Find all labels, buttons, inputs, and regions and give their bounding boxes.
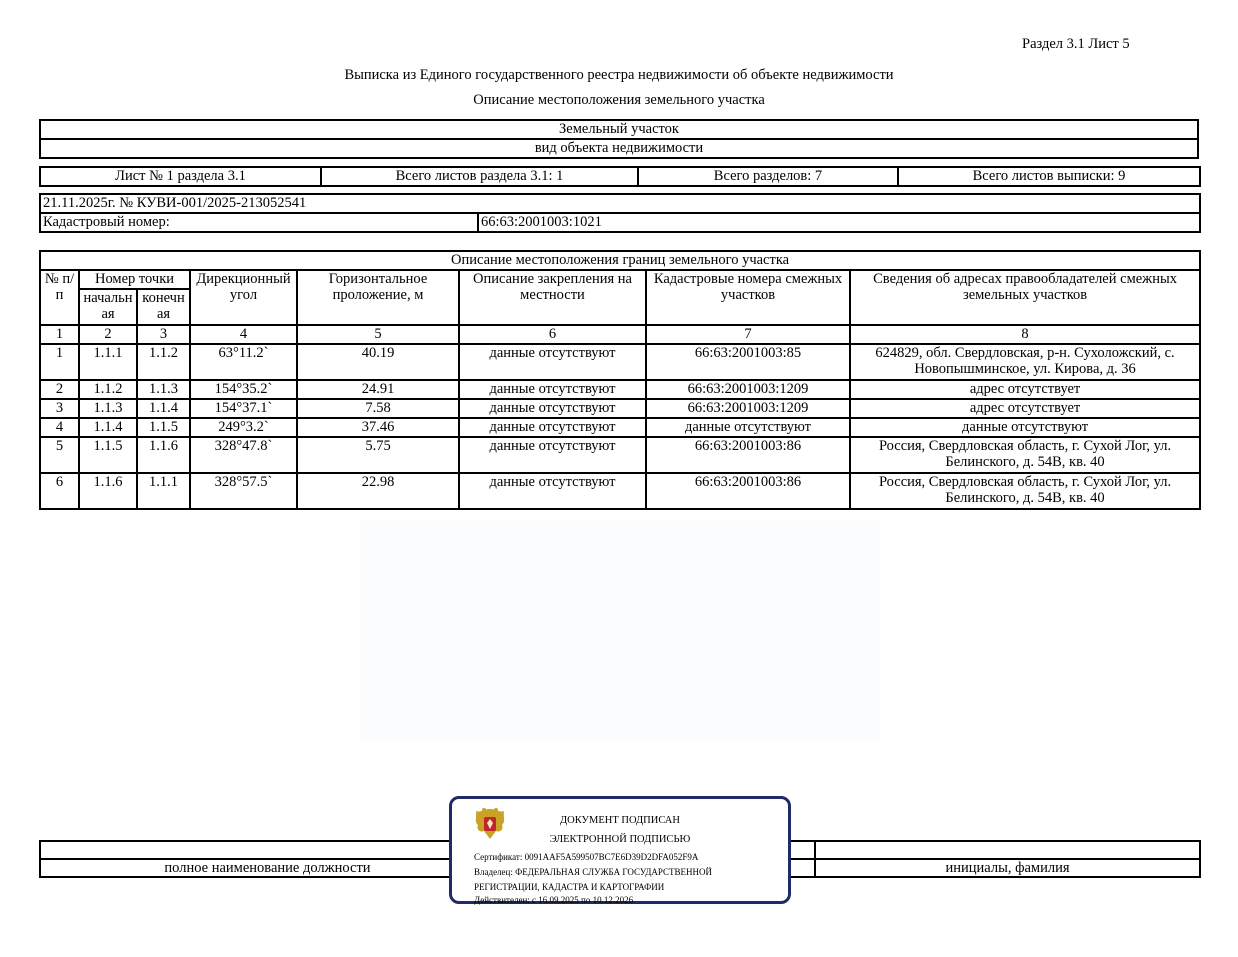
sheet-number: Лист № 1 раздела 3.1 — [40, 167, 321, 186]
document-subtitle: Описание местоположения земельного участка — [473, 92, 765, 108]
cell-length: 7.58 — [297, 399, 459, 418]
cell-fixing: данные отсутствуют — [459, 418, 646, 437]
column-number: 1 — [40, 325, 79, 344]
cell-length: 24.91 — [297, 380, 459, 399]
e-signature-stamp — [449, 796, 791, 904]
cell-from: 1.1.4 — [79, 418, 137, 437]
cell-adjacent: 66:63:2001003:1209 — [646, 380, 850, 399]
position-field — [40, 841, 495, 859]
cell-address: 624829, обл. Свердловская, р-н. Сухоложский, с. Новопышминское, ул. Кирова, д. 36 — [850, 344, 1200, 380]
boundaries-title: Описание местоположения границ земельного участка — [40, 251, 1200, 270]
table-row — [40, 473, 1200, 509]
object-type: Земельный участок — [40, 120, 1198, 139]
cell-to: 1.1.5 — [137, 418, 190, 437]
name-caption: инициалы, фамилия — [815, 859, 1200, 877]
column-number: 3 — [137, 325, 190, 344]
header-length: Горизонтальное проложение, м — [297, 270, 459, 325]
stamp-validity: Действителен: с 16.09.2025 по 10.12.2026 — [474, 895, 634, 905]
header-angle: Дирекционный угол — [190, 270, 297, 325]
object-type-caption: вид объекта недвижимости — [40, 139, 1198, 158]
stamp-subheading: ЭЛЕКТРОННОЙ ПОДПИСЬЮ — [549, 834, 691, 845]
cell-num: 2 — [40, 380, 79, 399]
cell-to: 1.1.6 — [137, 437, 190, 473]
table-row — [40, 344, 1200, 380]
date-number: 21.11.2025г. № КУВИ-001/2025-213052541 — [40, 194, 1200, 213]
cell-fixing: данные отсутствуют — [459, 344, 646, 380]
stamp-heading: ДОКУМЕНТ ПОДПИСАН — [560, 815, 680, 826]
column-number: 7 — [646, 325, 850, 344]
cell-from: 1.1.2 — [79, 380, 137, 399]
section-sheet-total: Всего листов раздела 3.1: 1 — [321, 167, 638, 186]
column-number: 6 — [459, 325, 646, 344]
cell-num: 4 — [40, 418, 79, 437]
object-type-table — [39, 119, 1199, 159]
cell-length: 5.75 — [297, 437, 459, 473]
cell-angle: 249°3.2` — [190, 418, 297, 437]
cell-length: 40.19 — [297, 344, 459, 380]
stamp-owner-cont: РЕГИСТРАЦИИ, КАДАСТРА И КАРТОГРАФИИ — [474, 882, 665, 892]
cell-length: 22.98 — [297, 473, 459, 509]
cell-to: 1.1.2 — [137, 344, 190, 380]
cell-fixing: данные отсутствуют — [459, 473, 646, 509]
cell-from: 1.1.3 — [79, 399, 137, 418]
blank-area — [360, 520, 880, 740]
header-owners: Сведения об адресах правообладателей смежных земельных участков — [850, 270, 1200, 325]
cadastral-label: Кадастровый номер: — [40, 213, 478, 232]
sheet-info-table — [39, 166, 1201, 187]
cell-address: Россия, Свердловская область, г. Сухой Лог, ул. Белинского, д. 54В, кв. 40 — [850, 473, 1200, 509]
cell-to: 1.1.3 — [137, 380, 190, 399]
sections-total: Всего разделов: 7 — [638, 167, 898, 186]
cell-angle: 328°57.5` — [190, 473, 297, 509]
column-number: 2 — [79, 325, 137, 344]
cell-adjacent: данные отсутствуют — [646, 418, 850, 437]
cell-angle: 63°11.2` — [190, 344, 297, 380]
header-fixing: Описание закрепления на местности — [459, 270, 646, 325]
cell-num: 6 — [40, 473, 79, 509]
column-number: 8 — [850, 325, 1200, 344]
cell-length: 37.46 — [297, 418, 459, 437]
stamp-owner: Владелец: ФЕДЕРАЛЬНАЯ СЛУЖБА ГОСУДАРСТВЕННОЙ — [474, 867, 713, 877]
table-row — [40, 437, 1200, 473]
cell-address: адрес отсутствует — [850, 399, 1200, 418]
name-field — [815, 841, 1200, 859]
cell-address: Россия, Свердловская область, г. Сухой Лог, ул. Белинского, д. 54В, кв. 40 — [850, 437, 1200, 473]
cell-fixing: данные отсутствуют — [459, 399, 646, 418]
header-point-end: конечн ая — [137, 289, 190, 325]
header-num: № п/п — [40, 270, 79, 325]
document-title: Выписка из Единого государственного реестра недвижимости об объекте недвижимости — [344, 67, 894, 83]
cell-to: 1.1.4 — [137, 399, 190, 418]
cell-address: адрес отсутствует — [850, 380, 1200, 399]
cell-from: 1.1.6 — [79, 473, 137, 509]
header-point-start: начальн ая — [79, 289, 137, 325]
cell-angle: 154°35.2` — [190, 380, 297, 399]
position-caption: полное наименование должности — [40, 859, 495, 877]
cell-num: 1 — [40, 344, 79, 380]
cell-to: 1.1.1 — [137, 473, 190, 509]
table-row — [40, 399, 1200, 418]
column-number: 4 — [190, 325, 297, 344]
cell-fixing: данные отсутствуют — [459, 437, 646, 473]
cell-adjacent: 66:63:2001003:85 — [646, 344, 850, 380]
cell-from: 1.1.5 — [79, 437, 137, 473]
cell-angle: 154°37.1` — [190, 399, 297, 418]
sheet-reference: Раздел 3.1 Лист 5 — [1022, 36, 1130, 52]
cadastral-number: 66:63:2001003:1021 — [478, 213, 1200, 232]
cell-address: данные отсутствуют — [850, 418, 1200, 437]
extract-sheet-total: Всего листов выписки: 9 — [898, 167, 1200, 186]
header-point: Номер точки — [79, 270, 190, 289]
stamp-certificate: Сертификат: 0091AAF5A599507BC7E6D39D2DFA052F9A — [474, 852, 699, 862]
header-adjacent: Кадастровые номера смежных участков — [646, 270, 850, 325]
cell-adjacent: 66:63:2001003:86 — [646, 473, 850, 509]
cell-from: 1.1.1 — [79, 344, 137, 380]
cell-num: 5 — [40, 437, 79, 473]
cell-fixing: данные отсутствуют — [459, 380, 646, 399]
cadastral-info-table — [39, 193, 1201, 233]
column-number: 5 — [297, 325, 459, 344]
cell-num: 3 — [40, 399, 79, 418]
cell-adjacent: 66:63:2001003:86 — [646, 437, 850, 473]
boundaries-table — [39, 250, 1201, 510]
table-row — [40, 380, 1200, 399]
cell-adjacent: 66:63:2001003:1209 — [646, 399, 850, 418]
cell-angle: 328°47.8` — [190, 437, 297, 473]
table-row — [40, 418, 1200, 437]
